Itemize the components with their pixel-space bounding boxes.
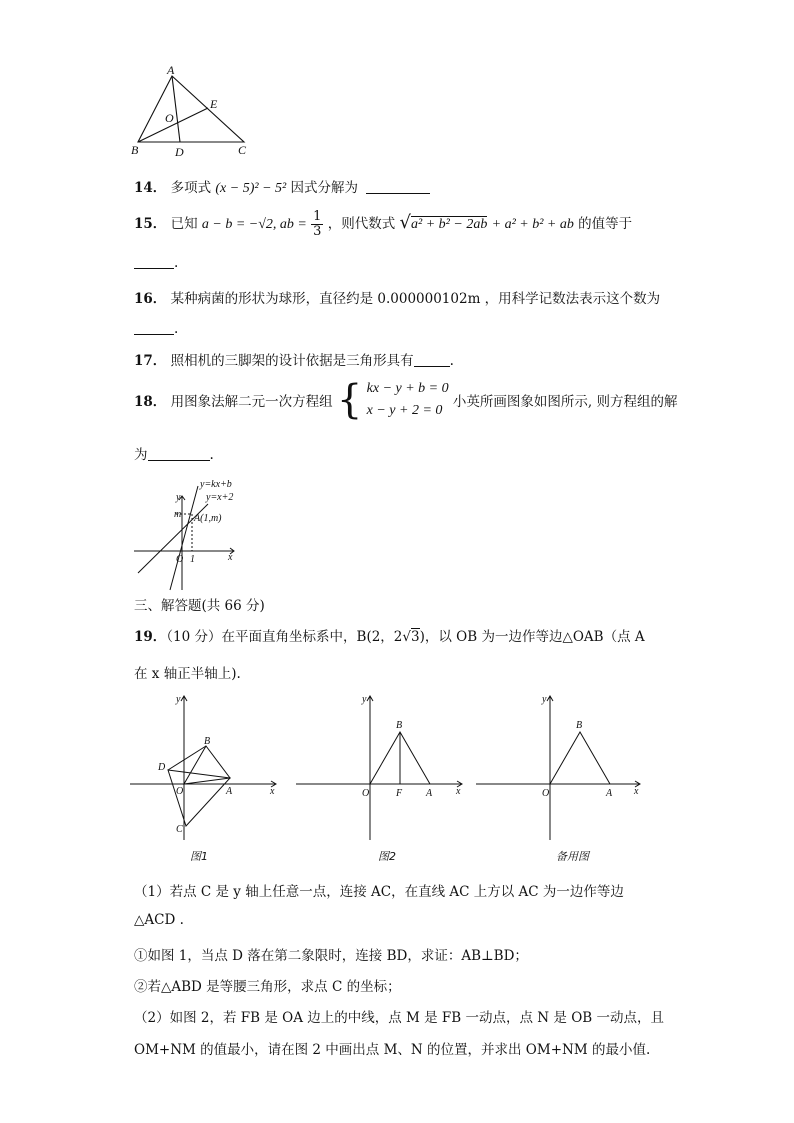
triangle-figure	[130, 64, 255, 160]
x-label: x	[456, 786, 461, 797]
label-o: O	[165, 111, 174, 125]
root-content: a² + b² − 2ab	[411, 217, 488, 232]
part-1-ii: ②若△ABD 是等腰三角形，求点 C 的坐标；	[134, 979, 401, 995]
a-label: A	[226, 786, 233, 797]
answer-blank[interactable]	[148, 446, 210, 461]
question-16	[134, 287, 660, 307]
y-label: y	[176, 694, 181, 705]
label-e: E	[210, 97, 218, 111]
question-text: 某种病菌的形状为球形，直径约是	[170, 291, 374, 307]
question-18-answer: 为 .	[134, 447, 214, 463]
figure-backup-caption: 备用图	[556, 850, 589, 863]
equation-2: x − y + 2 = 0	[366, 403, 443, 418]
question-number: 19．	[134, 629, 167, 645]
question-number: 14．	[134, 180, 167, 196]
section-title: 三、解答题(共 66 分)	[134, 598, 265, 614]
d-label: D	[158, 762, 166, 773]
y-label: y	[176, 492, 181, 503]
figure-2-caption: 图2	[378, 850, 396, 863]
answer-blank[interactable]	[414, 352, 450, 367]
figure-backup	[476, 690, 646, 865]
question-text-2: 因式分解为	[290, 180, 359, 196]
o-label: O	[362, 788, 370, 799]
question-text-2: 小英所画图象如图所示, 则方程组的解	[452, 394, 678, 410]
figure-1	[130, 690, 280, 865]
question-text: 已知	[170, 216, 198, 232]
part-1-i: ①如图 1，当点 D 落在第二象限时，连接 BD，求证：AB⊥BD；	[134, 948, 528, 964]
question-text-2: )，以 OB 为一边作等边△OAB（点 A	[419, 629, 645, 645]
b-label: B	[396, 720, 403, 731]
expression-tail: + a² + b² + ab	[491, 217, 574, 232]
brace: {	[336, 377, 363, 423]
part-1: （1）若点 C 是 y 轴上任意一点，连接 AC，在直线 AC 上方以 AC 为一边作等边	[134, 884, 624, 900]
b-label: B	[576, 720, 583, 731]
answer-blank[interactable]	[134, 320, 174, 335]
question-15	[134, 210, 632, 239]
label-d: D	[175, 145, 184, 159]
o-label: O	[542, 788, 550, 799]
figure-2	[296, 690, 466, 865]
part-1-line2: △ACD .	[134, 912, 184, 928]
question-14	[134, 176, 430, 197]
one-label: 1	[190, 554, 195, 565]
x-label: x	[228, 552, 233, 563]
label-b: B	[131, 143, 139, 157]
answer-blank[interactable]	[134, 254, 174, 269]
question-17: 17． 照相机的三脚架的设计依据是三角形具有 .	[134, 353, 454, 369]
expression: (x − 5)² − 5²	[215, 181, 287, 196]
part-2: （2）如图 2，若 FB 是 OA 边上的中线，点 M 是 FB 一动点，点 N 是 OB 一动点，且	[134, 1010, 664, 1026]
question-number: 17．	[134, 353, 167, 369]
question-number: 15．	[134, 216, 167, 232]
question-19-line2: 在 x 轴正半轴上).	[134, 666, 241, 682]
question-text: 多项式	[170, 180, 212, 196]
x-label: x	[634, 786, 639, 797]
question-text: 在平面直角坐标系中，B(2，2	[221, 629, 403, 645]
question-16-answer: .	[134, 320, 178, 337]
equation-system	[367, 378, 449, 422]
question-text: 用图象法解二元一次方程组	[170, 394, 333, 410]
y-label: y	[362, 694, 367, 705]
question-19	[134, 625, 645, 645]
question-text: 照相机的三脚架的设计依据是三角形具有	[170, 353, 414, 369]
value: 0.000000102m	[377, 291, 481, 307]
question-15-answer: .	[134, 254, 178, 271]
equation-1: kx − y + b = 0	[366, 381, 449, 396]
b-label: B	[204, 736, 211, 747]
a-label: A	[606, 788, 613, 799]
line2-label: y=x+2	[206, 492, 234, 503]
question-text-2: ，则代数式	[327, 216, 396, 232]
question-number: 16．	[134, 291, 167, 307]
figure-1-caption: 图1	[190, 850, 208, 863]
fraction: $\frac{1}{3}$	[313, 209, 322, 239]
label-c: C	[238, 143, 247, 157]
question-number: 18．	[134, 394, 167, 410]
y-label: y	[542, 694, 547, 705]
f-label: F	[396, 788, 403, 799]
question-text-2: ，用科学记数法表示这个数为	[484, 291, 661, 307]
line1-label: y=kx+b	[200, 479, 232, 490]
a-label: A	[426, 788, 433, 799]
m-label: m	[174, 509, 182, 520]
answer-blank[interactable]	[366, 179, 430, 194]
origin-label: O	[176, 554, 184, 565]
part-2-line2: OM+NM 的值最小，请在图 2 中画出点 M、N 的位置，并求出 OM+NM 的最小值.	[134, 1042, 651, 1058]
label-a: A	[167, 63, 175, 77]
graph-figure	[134, 478, 254, 590]
c-label: C	[176, 824, 183, 835]
question-text-3: 的值等于	[578, 216, 633, 232]
sqrt-expression: √a² + b² − 2ab	[399, 212, 488, 233]
sqrt: √3	[402, 629, 420, 645]
point-label: A(1,m)	[194, 513, 222, 524]
x-label: x	[270, 786, 275, 797]
question-18	[134, 378, 678, 422]
score: （10 分）	[166, 629, 222, 645]
o-label: O	[176, 786, 184, 797]
condition: a − b = −√2, ab =	[201, 217, 307, 232]
